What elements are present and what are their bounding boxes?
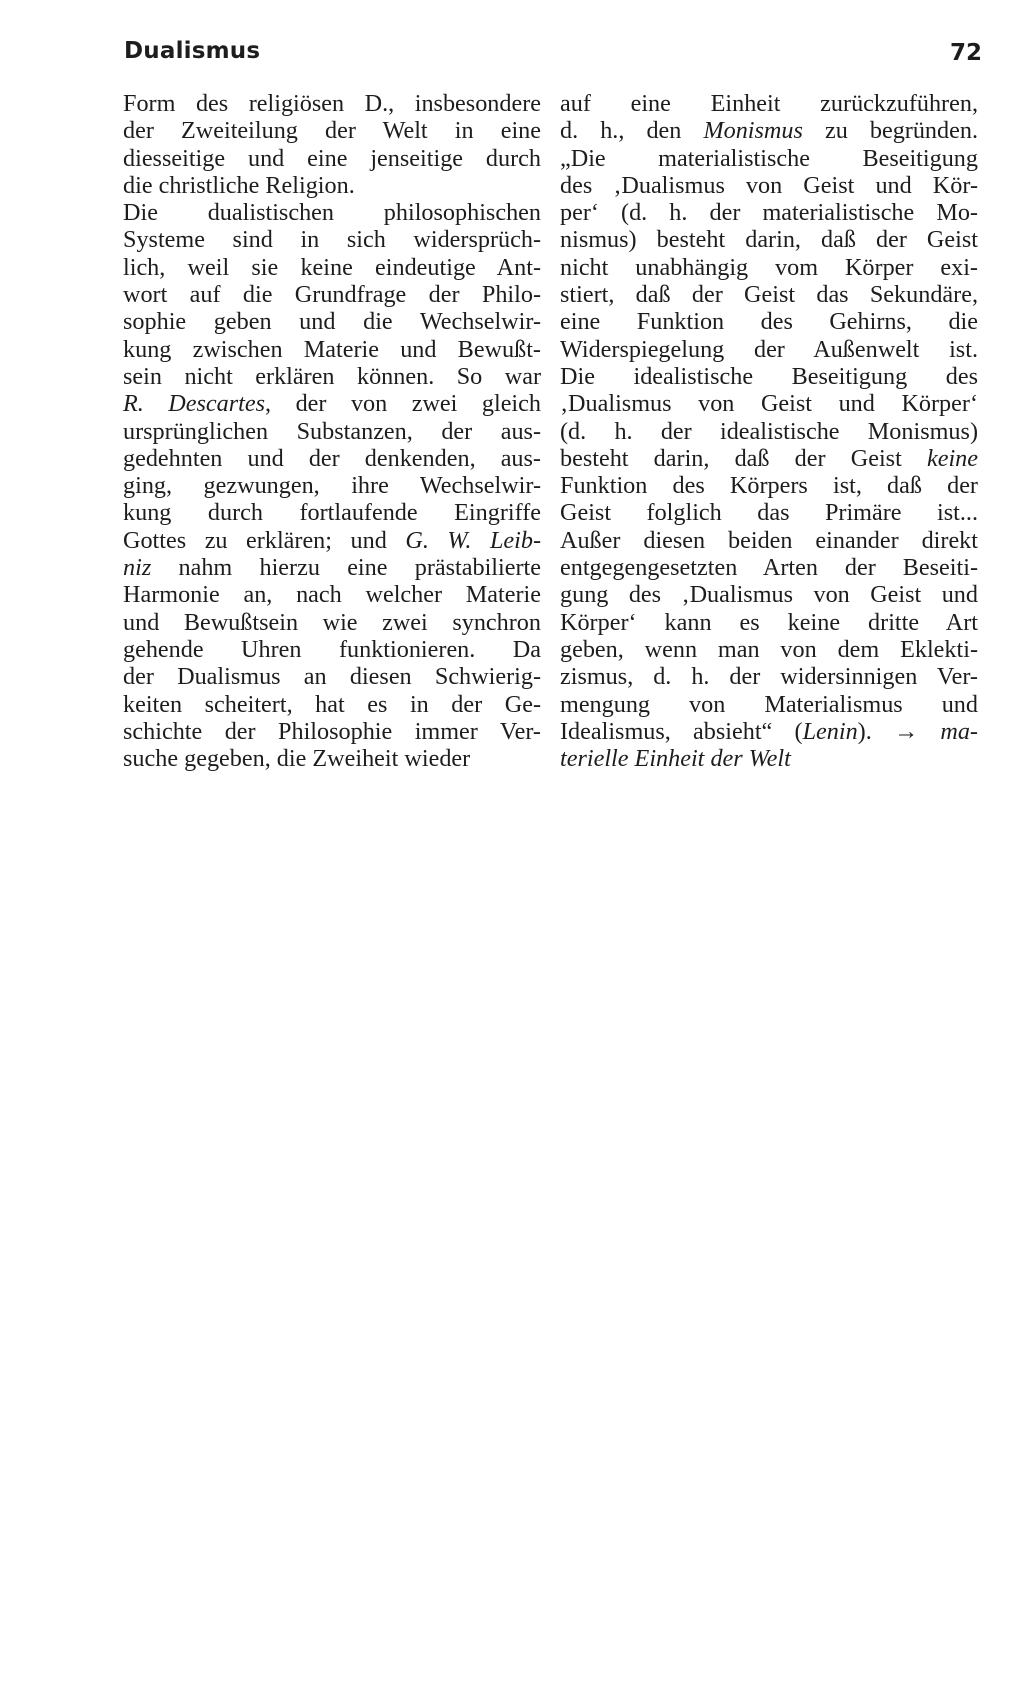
- text-line: eine Funktion des Gehirns, die: [560, 308, 978, 336]
- italic-text: keine: [926, 444, 978, 472]
- text-line: „Die materialistische Beseitigung: [560, 144, 978, 172]
- text-line: der Dualismus an diesen Schwierig-: [123, 663, 541, 691]
- italic-text: R. Descartes: [123, 390, 266, 418]
- text-line: [560, 117, 978, 144]
- text-line: gung des ‚Dualismus von Geist und: [560, 581, 978, 609]
- text-line: (d. h. der idealistische Monismus): [560, 417, 978, 445]
- text-line: kung durch fortlaufende Eingriffe: [123, 499, 541, 527]
- text-line: [560, 745, 978, 772]
- left-text-column: [123, 90, 541, 772]
- text-segment: , der von zwei gleich: [265, 390, 541, 418]
- text-line: die christliche Religion.: [123, 171, 355, 199]
- text-line: Form des religiösen D., insbesondere: [123, 90, 541, 117]
- text-line: gehende Uhren funktionieren. Da: [123, 635, 541, 663]
- text-segment: d. h., den: [560, 117, 704, 145]
- text-line: suche gegeben, die Zweiheit wieder: [123, 745, 471, 773]
- text-line: nismus) besteht darin, daß der Geist: [560, 226, 978, 254]
- text-line: auf eine Einheit zurückzuführen,: [560, 90, 978, 117]
- text-line: zismus, d. h. der widersinnigen Ver-: [560, 663, 978, 691]
- text-line: entgegengesetzten Arten der Beseiti-: [560, 554, 978, 582]
- italic-text: Monismus: [703, 117, 803, 145]
- italic-text: ma-: [940, 717, 978, 745]
- italic-text: terielle Einheit der Welt: [560, 745, 791, 773]
- text-line: [560, 718, 978, 745]
- text-line: [123, 554, 541, 581]
- text-line: Die idealistische Beseitigung des: [560, 362, 978, 390]
- italic-text: Lenin: [802, 717, 858, 745]
- text-line: keiten scheitert, hat es in der Ge-: [123, 690, 541, 718]
- text-line: nicht unabhängig vom Körper exi-: [560, 253, 978, 281]
- text-line: [123, 390, 541, 417]
- text-segment: besteht darin, daß der Geist: [560, 444, 927, 472]
- text-line: Die dualistischen philosophischen: [123, 199, 541, 227]
- text-segment: Gottes zu erklären; und: [123, 526, 406, 554]
- text-segment: nahm hierzu eine prästabilierte: [151, 554, 541, 582]
- text-line: ursprünglichen Substanzen, der aus-: [123, 417, 541, 445]
- page-number: 72: [949, 40, 982, 66]
- text-line: kung zwischen Materie und Bewußt-: [123, 335, 541, 363]
- text-segment: zu begründen.: [802, 117, 978, 145]
- right-text-column: [560, 90, 978, 772]
- text-line: des ‚Dualismus von Geist und Kör-: [560, 171, 978, 199]
- text-line: Harmonie an, nach welcher Materie: [123, 581, 541, 609]
- text-segment: Idealismus, absieht“ (: [560, 717, 803, 745]
- text-line: Funktion des Körpers ist, daß der: [560, 472, 978, 500]
- text-line: geben, wenn man von dem Eklekti-: [560, 635, 978, 663]
- italic-text: niz: [123, 554, 152, 582]
- text-line: sophie geben und die Wechselwir-: [123, 308, 541, 336]
- text-line: wort auf die Grundfrage der Philo-: [123, 281, 541, 309]
- text-line: Geist folglich das Primäre ist...: [560, 499, 978, 527]
- text-line: stiert, daß der Geist das Sekundäre,: [560, 281, 978, 309]
- italic-text: G. W. Leib-: [405, 526, 541, 554]
- text-line: Systeme sind in sich widersprüch-: [123, 226, 541, 254]
- running-head-title: Dualismus: [124, 38, 261, 64]
- text-line: und Bewußtsein wie zwei synchron: [123, 608, 541, 636]
- text-line: Widerspiegelung der Außenwelt ist.: [560, 335, 978, 363]
- text-line: [560, 445, 978, 472]
- text-line: Außer diesen beiden einander direkt: [560, 526, 978, 554]
- text-line: per‘ (d. h. der materialistische Mo-: [560, 199, 978, 227]
- text-line: gedehnten und der denkenden, aus-: [123, 444, 541, 472]
- text-line: lich, weil sie keine eindeutige Ant-: [123, 253, 541, 281]
- text-line: schichte der Philosophie immer Ver-: [123, 717, 541, 745]
- text-line: mengung von Materialismus und: [560, 690, 978, 718]
- text-line: der Zweiteilung der Welt in eine: [123, 117, 541, 145]
- text-line: [123, 527, 541, 554]
- text-line: diesseitige und eine jenseitige durch: [123, 144, 541, 172]
- text-line: ging, gezwungen, ihre Wechselwir-: [123, 472, 541, 500]
- text-line: Körper‘ kann es keine dritte Art: [560, 608, 978, 636]
- text-line: ‚Dualismus von Geist und Körper‘: [560, 390, 978, 418]
- text-segment: ). →: [857, 717, 941, 745]
- text-line: sein nicht erklären können. So war: [123, 362, 541, 390]
